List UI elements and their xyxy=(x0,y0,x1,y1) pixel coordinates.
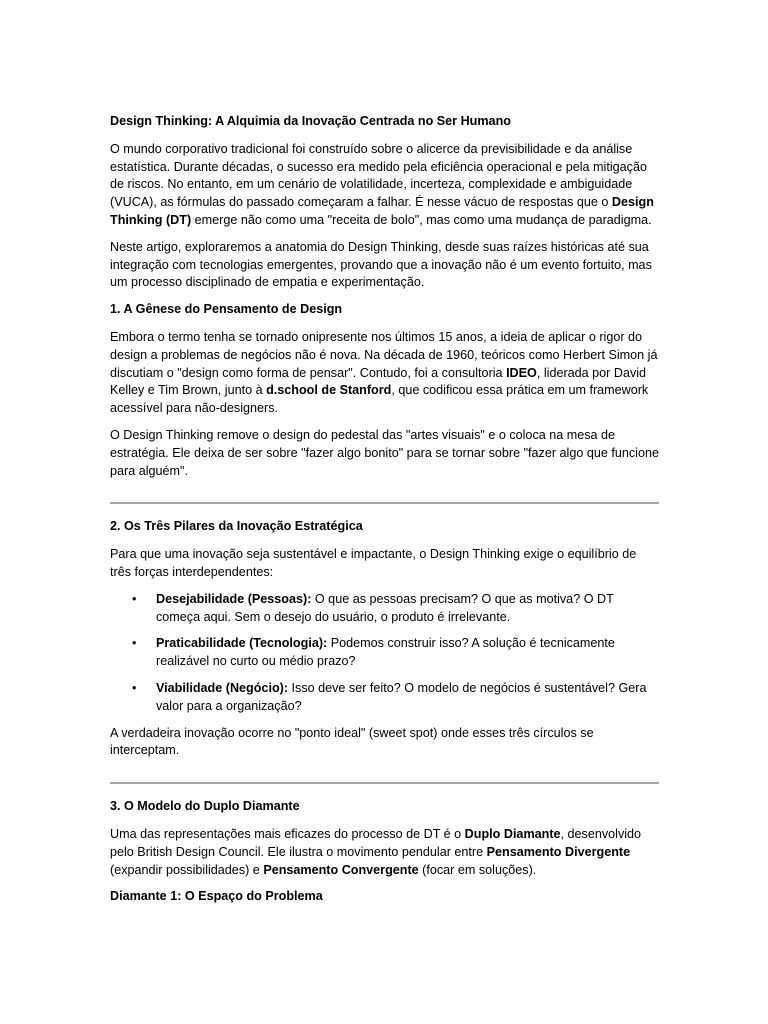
section-2-outro: A verdadeira inovação ocorre no "ponto ideal" (sweet spot) onde esses três círculos se interceptam. xyxy=(110,725,594,758)
s1-p1-bold-dschool: d.school de Stanford xyxy=(266,383,392,398)
list-item-viabilidade xyxy=(110,680,660,716)
section-3-paragraph-1 xyxy=(110,826,660,879)
document-body xyxy=(110,113,660,916)
section-2-intro: Para que uma inovação seja sustentável e impactante, o Design Thinking exige o equilíbrio de três forças interdependentes: xyxy=(110,547,637,579)
section-1-paragraph-2: O Design Thinking remove o design do pedestal das "artes visuais" e o coloca na mesa de estratégia. Ele deixa de ser sobre "fazer algo bonito" para se tornar sobre "fazer algo que funcione para alguém". xyxy=(110,427,659,478)
list-item-term: Viabilidade (Negócio): xyxy=(156,680,289,695)
section-3-heading: 3. O Modelo do Duplo Diamante xyxy=(110,799,300,814)
list-item-text: Isso deve ser feito? O modelo de negócios é sustentável? Gera valor para a organização? xyxy=(156,680,647,713)
list-item-praticabilidade xyxy=(110,635,660,671)
list-item-desejabilidade xyxy=(110,591,660,627)
intro-p1-text-c: emerge não como uma "receita de bolo", mas como uma mudança de paradigma. xyxy=(191,212,652,227)
s1-p1-bold-ideo: IDEO xyxy=(506,365,537,380)
list-item-term: Praticabilidade (Tecnologia): xyxy=(156,636,328,651)
section-2-heading: 2. Os Três Pilares da Inovação Estratégica xyxy=(110,519,363,534)
section-divider-2 xyxy=(110,782,659,784)
bullet-icon: • xyxy=(132,680,137,695)
s3-p1-text-c: , desenvolvido pelo British Design Council. Ele ilustra o movimento pendular entre xyxy=(110,826,642,859)
pillars-list xyxy=(110,591,660,716)
section-3-subheading: Diamante 1: O Espaço do Problema xyxy=(110,889,323,904)
s3-p1-text-g: (focar em soluções). xyxy=(418,862,537,877)
s3-p1-text-e: (expandir possibilidades) e xyxy=(110,862,264,877)
s1-p1-text-a: Embora o termo tenha se tornado onipresente nos últimos 15 anos, a ideia de aplicar o rigor do design a problemas de negócios não é nova. Na década de 1960, teóricos como Herbert Simon já discutiam o "design como forma de pensar". Contudo, foi a consultoria xyxy=(110,329,658,380)
bullet-icon: • xyxy=(132,591,137,606)
intro-paragraph-1 xyxy=(110,141,660,230)
s3-p1-bold-divergente: Pensamento Divergente xyxy=(486,844,631,859)
s1-p1-text-e: , que codificou essa prática em um framework acessível para não-designers. xyxy=(110,383,649,416)
bullet-icon: • xyxy=(132,636,137,651)
list-item-text: O que as pessoas precisam? O que as motiva? O DT começa aqui. Sem o desejo do usuário, o produto é irrelevante. xyxy=(156,591,614,624)
section-1-heading: 1. A Gênese do Pensamento de Design xyxy=(110,302,343,317)
intro-paragraph-2: Neste artigo, exploraremos a anatomia do Design Thinking, desde suas raízes históricas até sua integração com tecnologias emergentes, provando que a inovação não é um evento fortuito, mas um processo disciplinado de empatia e experimentação. xyxy=(110,239,652,290)
intro-p1-bold-dt: Design Thinking (DT) xyxy=(110,195,654,227)
document-title: Design Thinking: A Alquimia da Inovação Centrada no Ser Humano xyxy=(110,114,511,128)
section-divider-1 xyxy=(110,502,659,504)
list-item-text: Podemos construir isso? A solução é tecnicamente realizável no curto ou médio prazo? xyxy=(156,636,615,669)
intro-p1-text-a: O mundo corporativo tradicional foi construído sobre o alicerce da previsibilidade e da análise estatística. Durante décadas, o sucesso era medido pela eficiência operacional e pela mitigação de riscos. No entanto, em um cenário de volatilidade, incerteza, complexidade e ambiguidade (VUCA), as fórmulas do passado começaram a falhar. É nesse vácuo de respostas que o xyxy=(110,141,647,210)
s3-p1-bold-duplo-diamante: Duplo Diamante xyxy=(464,826,561,841)
s3-p1-bold-convergente: Pensamento Convergente xyxy=(263,862,419,877)
s1-p1-text-c: , liderada por David Kelley e Tim Brown, junto à xyxy=(110,365,647,398)
list-item-term: Desejabilidade (Pessoas): xyxy=(156,591,312,606)
s3-p1-text-a: Uma das representações mais eficazes do processo de DT é o xyxy=(110,826,465,841)
section-1-paragraph-1 xyxy=(110,329,660,418)
